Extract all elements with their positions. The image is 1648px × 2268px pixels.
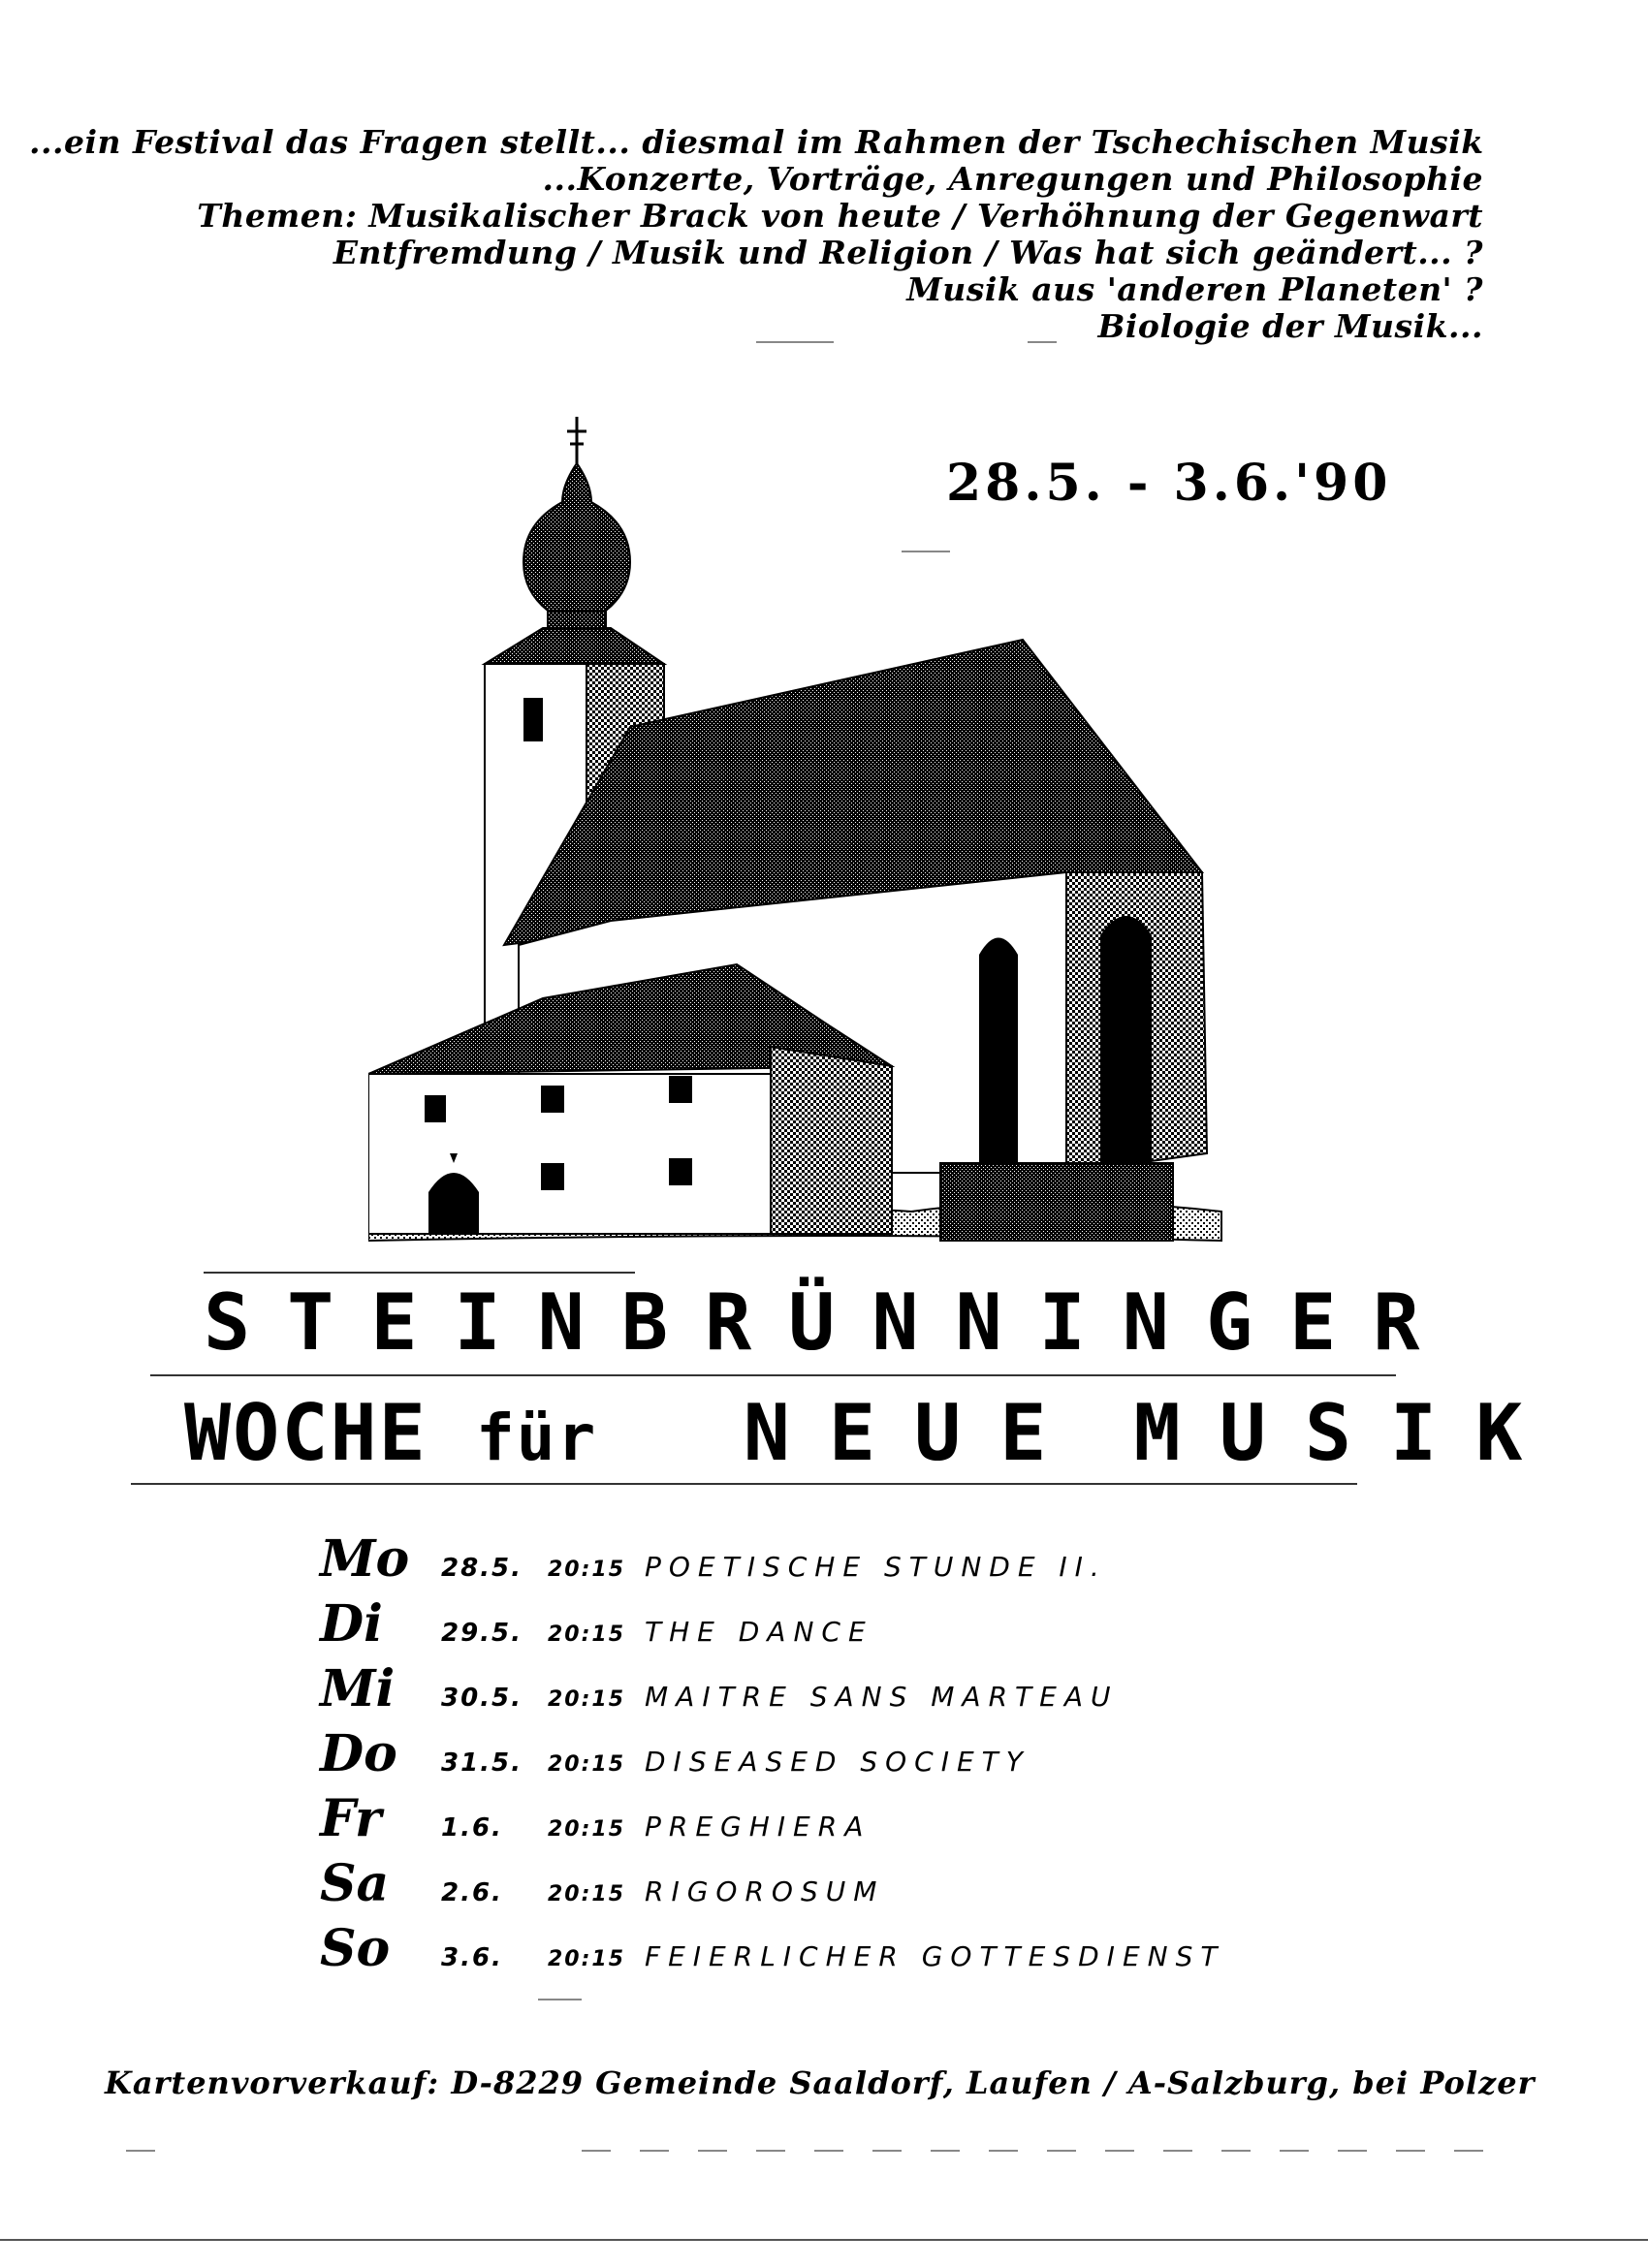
day-abbrev: Do — [320, 1724, 397, 1783]
title-word-woche: WOCHE — [184, 1388, 428, 1478]
event-time: 20:15 — [548, 1882, 626, 1906]
festival-title-line2 — [184, 1388, 1561, 1478]
event-date: 31.5. — [441, 1748, 523, 1778]
day-abbrev: Di — [320, 1594, 383, 1654]
scan-mark — [126, 2150, 155, 2152]
event-date: 2.6. — [441, 1878, 503, 1907]
title-middle-rule — [150, 1374, 1396, 1376]
schedule-row — [320, 1529, 1386, 1594]
event-title: THE DANCE — [645, 1616, 873, 1648]
title-word-fuer: für — [476, 1401, 598, 1475]
event-title: PREGHIERA — [645, 1811, 872, 1843]
ticket-presale-info: Kartenvorverkauf: D-8229 Gemeinde Saaldorf, Laufen / A-Salzburg, bei Polzer — [105, 2064, 1536, 2101]
title-word-musik: MUSIK — [1133, 1388, 1562, 1478]
event-title: MAITRE SANS MARTEAU — [645, 1681, 1119, 1713]
event-time: 20:15 — [548, 1558, 626, 1582]
title-bottom-rule — [131, 1483, 1357, 1485]
scan-mark — [582, 2150, 1503, 2152]
event-date: 1.6. — [441, 1813, 503, 1843]
title-top-rule — [204, 1272, 635, 1274]
event-schedule — [320, 1529, 1386, 1984]
intro-line-5: Musik aus 'anderen Planeten' ? — [906, 270, 1483, 308]
scan-mark — [1028, 341, 1057, 343]
intro-line-4: Entfremdung / Musik und Religion / Was hat sich geändert... ? — [333, 234, 1483, 271]
schedule-row — [320, 1594, 1386, 1659]
schedule-row — [320, 1919, 1386, 1984]
schedule-row — [320, 1659, 1386, 1724]
event-date: 28.5. — [441, 1554, 523, 1583]
church-illustration — [368, 417, 1241, 1270]
day-abbrev: Sa — [320, 1854, 390, 1913]
scan-mark — [538, 1999, 582, 2000]
event-time: 20:15 — [548, 1687, 626, 1712]
event-time: 20:15 — [548, 1817, 626, 1842]
schedule-row — [320, 1724, 1386, 1789]
intro-line-2: ...Konzerte, Vorträge, Anregungen und Philosophie — [542, 160, 1483, 198]
page-bottom-rule — [0, 2239, 1648, 2241]
festival-title-line1: STEINBRÜNNINGER — [204, 1277, 1457, 1368]
event-title: DISEASED SOCIETY — [645, 1746, 1030, 1778]
day-abbrev: Fr — [320, 1789, 382, 1848]
event-time: 20:15 — [548, 1947, 626, 1971]
title-word-neue: NEUE — [743, 1388, 1086, 1478]
day-abbrev: So — [320, 1919, 391, 1978]
intro-line-3: Themen: Musikalischer Brack von heute / Verhöhnung der Gegenwart — [197, 197, 1483, 235]
intro-line-6: Biologie der Musik... — [1097, 307, 1483, 345]
intro-line-1: ...ein Festival das Fragen stellt... diesmal im Rahmen der Tschechischen Musik — [29, 123, 1484, 161]
schedule-row — [320, 1854, 1386, 1919]
schedule-row — [320, 1789, 1386, 1854]
event-date: 30.5. — [441, 1684, 523, 1713]
event-title: POETISCHE STUNDE II. — [645, 1551, 1107, 1583]
event-title: FEIERLICHER GOTTESDIENST — [645, 1940, 1225, 1972]
day-abbrev: Mo — [320, 1529, 410, 1589]
day-abbrev: Mi — [320, 1659, 396, 1718]
event-title: RIGOROSUM — [645, 1875, 885, 1907]
intro-text — [29, 124, 1483, 345]
festival-date-range: 28.5. - 3.6.'90 — [946, 454, 1392, 513]
event-date: 29.5. — [441, 1619, 523, 1648]
event-time: 20:15 — [548, 1622, 626, 1647]
event-date: 3.6. — [441, 1943, 503, 1972]
scan-mark — [756, 341, 834, 343]
event-time: 20:15 — [548, 1752, 626, 1777]
